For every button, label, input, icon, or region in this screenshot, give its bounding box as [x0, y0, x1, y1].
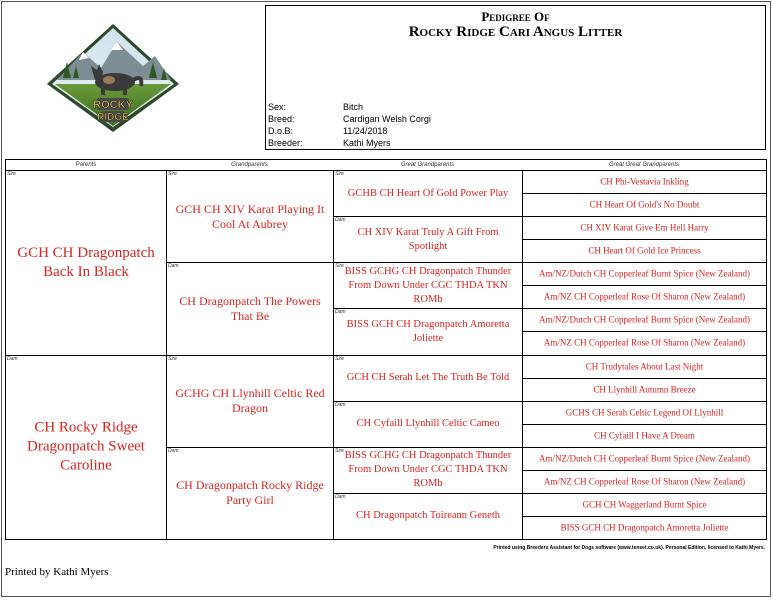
great-great-grandparent-cell — [522, 193, 766, 216]
printed-by: Printed by Kathi Myers — [5, 566, 109, 578]
info-value: Bitch — [343, 102, 364, 112]
column-header: Great Grandparents — [400, 162, 455, 168]
great-grandparent-cell — [333, 447, 522, 493]
dog-name: Am/NZ CH Copperleaf Rose Of Sharon (New Zealand) — [543, 476, 746, 487]
dog-info — [268, 101, 431, 149]
dog-name: BISS GCH CH Dragonpatch Amoretta Joliette — [560, 522, 729, 533]
dog-name: BISS GCHG CH Dragonpatch Thunder From Down Under CGC THDA TKN ROMb — [344, 265, 512, 305]
dog-name: CH Rocky Ridge Dragonpatch Sweet Caroline — [27, 419, 145, 474]
info-value: Cardigan Welsh Corgi — [343, 114, 431, 124]
dog-name: CH Trudytales About Last Night — [585, 361, 704, 372]
sire-tag: Sire — [7, 171, 16, 177]
dog-name: CH Cyfaill Llynhill Celtic Cameo — [356, 418, 500, 430]
parent-cell — [6, 170, 166, 355]
dog-name: BISS GCH CH Dragonpatch Amoretta Joliette — [346, 318, 510, 344]
logo-text-rocky: ROCKY — [93, 99, 133, 111]
info-row — [268, 125, 431, 137]
dog-name: GCHS CH Serah Celtic Legend Of Llynhill — [565, 407, 724, 418]
great-great-grandparent-cell — [522, 447, 766, 470]
great-grandparent-cell — [333, 401, 522, 447]
great-grandparent-cell — [333, 216, 522, 262]
great-great-grandparent-cell — [522, 493, 766, 516]
dam-tag: Dam — [335, 401, 346, 408]
dog-name: CH Heart Of Gold Ice Princess — [588, 245, 701, 256]
sire-tag: Sire — [335, 447, 344, 454]
dog-name: GCHB CH Heart Of Gold Power Play — [347, 187, 509, 199]
sire-tag: Sire — [335, 171, 344, 177]
info-row — [268, 137, 431, 149]
dam-tag: Dam — [335, 217, 346, 224]
pedigree-title-line1: Pedigree Of — [481, 9, 550, 24]
logo-text-ridge: RIDGE — [97, 112, 129, 123]
great-great-grandparent-cell — [522, 470, 766, 493]
great-great-grandparent-cell — [522, 424, 766, 447]
info-row — [268, 113, 431, 125]
dog-name: GCHG CH Llynhill Celtic Red Dragon — [175, 386, 325, 416]
sire-tag: Sire — [168, 355, 177, 362]
great-great-grandparent-cell — [522, 239, 766, 262]
dog-name: GCH CH Serah Let The Truth Be Told — [346, 372, 510, 384]
sire-tag: Sire — [335, 355, 344, 362]
pedigree-grid — [5, 159, 767, 540]
column-header: Great Great Grandparents — [608, 162, 680, 168]
dog-name: CH Heart Of Gold's No Doubt — [589, 199, 700, 210]
dog-name: BISS GCHG CH Dragonpatch Thunder From Down Under CGC THDA TKN ROMb — [344, 450, 512, 490]
pedigree-title-line2: Rocky Ridge Cari Angus Litter — [408, 24, 623, 40]
great-great-grandparent-cell — [522, 170, 766, 193]
great-grandparent-cell — [333, 262, 522, 308]
sire-tag: Sire — [335, 263, 344, 270]
great-grandparent-cell — [333, 308, 522, 354]
great-grandparent-cell — [333, 355, 522, 401]
dog-name: GCH CH Waggerland Burnt Spice — [582, 499, 707, 510]
dog-name: CH XIV Karat Truly A Gift From Spotlight — [357, 226, 499, 252]
dog-name: GCH CH XIV Karat Playing It Cool At Aubrey — [175, 201, 325, 231]
great-great-grandparent-cell — [522, 355, 766, 378]
info-label: Breed: — [268, 114, 295, 124]
dam-tag: Dam — [335, 309, 346, 316]
grandparent-cell — [166, 170, 333, 262]
column-header: Grandparents — [231, 162, 268, 168]
great-grandparent-cell — [333, 493, 522, 539]
info-label: Sex: — [268, 102, 287, 112]
info-label: Breeder: — [268, 138, 303, 148]
parent-cell — [6, 355, 166, 540]
dog-name: Am/NZ CH Copperleaf Rose Of Sharon (New Zealand) — [543, 337, 746, 348]
software-footer-note: Printed using Breeders Assistant for Dogs software (www.tenset.co.uk). Personal Edition, licensed to Kathi Myers. — [493, 545, 765, 551]
dog-name: CH Dragonpatch Rocky Ridge Party Girl — [176, 478, 324, 508]
column-header: Parents — [75, 162, 97, 168]
dog-name: Am/NZ/Dutch CH Copperleaf Burnt Spice (New Zealand) — [539, 314, 750, 325]
pedigree-header — [265, 5, 766, 150]
great-grandparent-cell — [333, 170, 522, 216]
dam-tag: Dam — [335, 493, 346, 500]
dog-name: CH Dragonpatch The Powers That Be — [179, 293, 321, 323]
grandparent-cell — [166, 262, 333, 354]
great-great-grandparent-cell — [522, 401, 766, 424]
grandparent-cell — [166, 447, 333, 539]
grandparent-cell — [166, 355, 333, 447]
dog-name: CH Cyfaill I Have A Dream — [594, 430, 695, 441]
dog-name: CH XIV Karat Give Em Hell Harry — [580, 222, 709, 233]
dam-tag: Dam — [7, 355, 18, 362]
great-great-grandparent-cell — [522, 308, 766, 331]
great-great-grandparent-cell — [522, 262, 766, 285]
great-great-grandparent-cell — [522, 378, 766, 401]
info-value: 11/24/2018 — [343, 126, 388, 136]
dam-tag: Dam — [168, 447, 179, 454]
great-great-grandparent-cell — [522, 516, 766, 539]
info-value: Kathi Myers — [343, 138, 391, 148]
rocky-ridge-logo — [43, 22, 183, 134]
dog-name: Am/NZ/Dutch CH Copperleaf Burnt Spice (New Zealand) — [539, 453, 750, 464]
dog-name: GCH CH Dragonpatch Back In Black — [17, 244, 155, 280]
dog-name: Am/NZ CH Copperleaf Rose Of Sharon (New Zealand) — [543, 291, 746, 302]
dam-tag: Dam — [168, 263, 179, 270]
great-great-grandparent-cell — [522, 285, 766, 308]
info-row — [268, 101, 431, 113]
dog-name: Am/NZ/Dutch CH Copperleaf Burnt Spice (New Zealand) — [539, 268, 750, 279]
great-great-grandparent-cell — [522, 331, 766, 354]
dog-name: CH Dragonpatch Toireann Geneth — [356, 510, 500, 522]
sire-tag: Sire — [168, 171, 177, 177]
dog-name: CH Phi-Vestavia Inkling — [600, 176, 689, 187]
great-great-grandparent-cell — [522, 216, 766, 239]
dog-name: CH Llynhill Autumn Breeze — [593, 384, 696, 395]
info-label: D.o.B: — [268, 126, 294, 136]
